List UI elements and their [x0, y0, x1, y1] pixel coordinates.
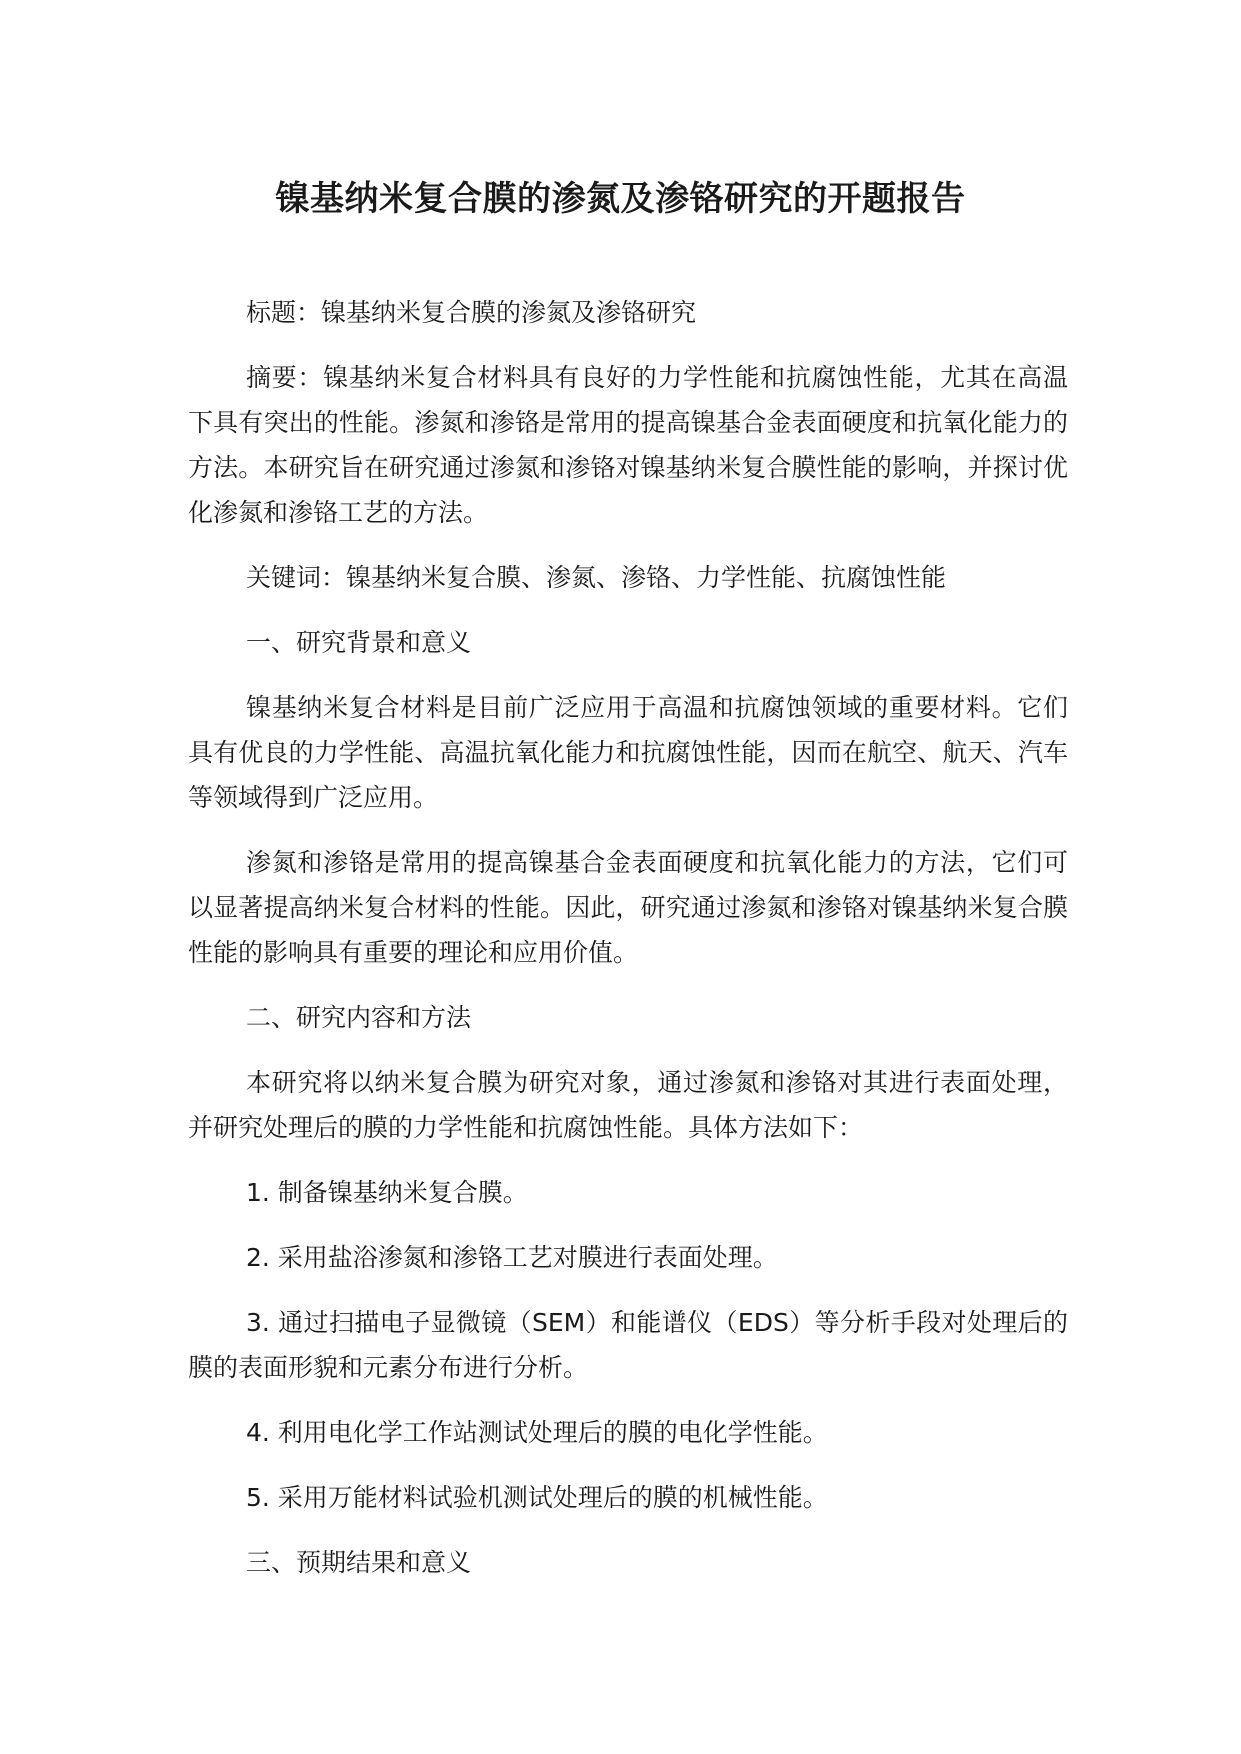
paragraph-background-1: 镍基纳米复合材料是目前广泛应用于高温和抗腐蚀领域的重要材料。它们具有优良的力学性能、高温抗氧化能力和抗腐蚀性能，因而在航空、航天、汽车等领域得到广泛应用。	[188, 693, 1068, 812]
list-item-method-5: 5. 采用万能材料试验机测试处理后的膜的机械性能。	[246, 1483, 828, 1512]
document-body	[188, 290, 1068, 1605]
list-item-method-4: 4. 利用电化学工作站测试处理后的膜的电化学性能。	[246, 1418, 828, 1447]
paragraph-subject: 标题：镍基纳米复合膜的渗氮及渗铬研究	[246, 298, 697, 327]
section-heading-expected-results: 三、预期结果和意义	[246, 1548, 472, 1577]
list-item-method-3: 3. 通过扫描电子显微镜（SEM）和能谱仪（EDS）等分析手段对处理后的膜的表面形貌和元素分布进行分析。	[188, 1308, 1068, 1382]
paragraph-abstract: 摘要：镍基纳米复合材料具有良好的力学性能和抗腐蚀性能，尤其在高温下具有突出的性能。渗氮和渗铬是常用的提高镍基合金表面硬度和抗氧化能力的方法。本研究旨在研究通过渗氮和渗铬对镍基纳米复合膜性能的影响，并探讨优化渗氮和渗铬工艺的方法。	[188, 363, 1068, 527]
list-item-method-2: 2. 采用盐浴渗氮和渗铬工艺对膜进行表面处理。	[246, 1243, 778, 1272]
section-heading-methods: 二、研究内容和方法	[246, 1003, 472, 1032]
section-heading-background: 一、研究背景和意义	[246, 628, 472, 657]
paragraph-keywords: 关键词：镍基纳米复合膜、渗氮、渗铬、力学性能、抗腐蚀性能	[246, 563, 947, 592]
document-title: 镍基纳米复合膜的渗氮及渗铬研究的开题报告	[275, 179, 966, 219]
paragraph-methods-intro: 本研究将以纳米复合膜为研究对象，通过渗氮和渗铬对其进行表面处理，并研究处理后的膜的力学性能和抗腐蚀性能。具体方法如下：	[188, 1068, 1068, 1142]
paragraph-background-2: 渗氮和渗铬是常用的提高镍基合金表面硬度和抗氧化能力的方法，它们可以显著提高纳米复合材料的性能。因此，研究通过渗氮和渗铬对镍基纳米复合膜性能的影响具有重要的理论和应用价值。	[188, 848, 1068, 967]
list-item-method-1: 1. 制备镍基纳米复合膜。	[246, 1178, 528, 1207]
